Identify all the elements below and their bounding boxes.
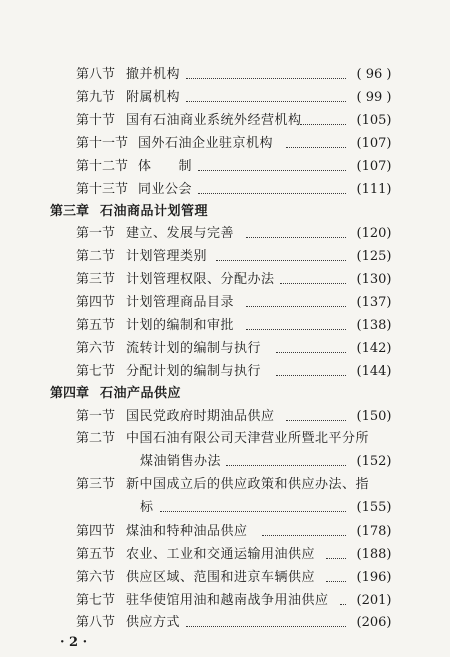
toc-section-number: 第八节 (76, 67, 116, 82)
toc-entry-title: 驻华使馆用油和越南战争用油供应 (126, 593, 329, 608)
toc-entry-title: 国有石油商业系统外经营机构 (126, 113, 302, 128)
dot-leader (276, 352, 346, 353)
dot-leader (280, 283, 346, 284)
toc-entry-title: 计划管理商品目录 (126, 295, 235, 310)
toc-entry (0, 292, 450, 314)
toc-section-number: 第一节 (76, 226, 116, 241)
toc-section-number: 第三节 (76, 477, 116, 492)
toc-page-number: (152) (356, 454, 392, 469)
toc-section-number: 第四节 (76, 295, 116, 310)
toc-entry-title: 撤并机构 (126, 67, 181, 82)
dot-leader (186, 78, 346, 79)
toc-entry-title: 建立、发展与完善 (126, 226, 235, 241)
toc-section-number: 第三节 (76, 272, 116, 287)
toc-page-number: (111) (356, 182, 392, 197)
toc-page-number: ( 99 ) (356, 90, 392, 105)
toc-section-number: 第五节 (76, 547, 116, 562)
toc-section-number: 第六节 (76, 341, 116, 356)
toc-entry (0, 315, 450, 337)
toc-entry-title: 计划的编制和审批 (126, 318, 235, 333)
toc-entry-title: 体 制 (138, 159, 193, 174)
chapter-title: 石油产品供应 (100, 386, 182, 401)
toc-entry-title: 中国石油有限公司天津营业所暨北平分所 (126, 431, 370, 446)
dot-leader (246, 306, 346, 307)
toc-entry-title: 农业、工业和交通运输用油供应 (126, 547, 316, 562)
dot-leader (300, 124, 346, 125)
chapter-number: 第四章 (50, 386, 90, 401)
toc-page-number: (144) (356, 364, 392, 379)
chapter-heading (0, 383, 450, 405)
dot-leader (198, 193, 346, 194)
dot-leader (186, 626, 346, 627)
toc-section-number: 第七节 (76, 593, 116, 608)
toc-entry-title: 计划管理权限、分配办法 (126, 272, 275, 287)
toc-entry-title: 同业公会 (138, 182, 193, 197)
toc-page-number: (105) (356, 113, 392, 128)
toc-page-number: (155) (356, 500, 392, 515)
toc-page-number: (178) (356, 524, 392, 539)
toc-entry-title: 分配计划的编制与执行 (126, 364, 262, 379)
toc-section-number: 第十二节 (76, 159, 129, 174)
toc-section-number: 第二节 (76, 431, 116, 446)
toc-section-number: 第七节 (76, 364, 116, 379)
toc-page-number: (125) (356, 249, 392, 264)
toc-entry (0, 544, 450, 566)
toc-entry (0, 110, 450, 132)
toc-entry (0, 87, 450, 109)
toc-entry-title: 煤油销售办法 (140, 454, 222, 469)
toc-page-number: (188) (356, 547, 392, 562)
toc-section-number: 第四节 (76, 524, 116, 539)
toc-entry (0, 521, 450, 543)
toc-entry (0, 474, 450, 496)
toc-page-number: (150) (356, 409, 392, 424)
toc-entry (0, 567, 450, 589)
toc-section-number: 第十节 (76, 113, 116, 128)
toc-page-number: (107) (356, 136, 392, 151)
toc-entry-title: 流转计划的编制与执行 (126, 341, 262, 356)
chapter-title: 石油商品计划管理 (100, 204, 209, 219)
page-number-footer: · 2 · (60, 635, 88, 650)
toc-entry (0, 406, 450, 428)
toc-entry (0, 269, 450, 291)
toc-section-number: 第八节 (76, 615, 116, 630)
dot-leader (286, 420, 346, 421)
toc-entry-title: 供应区域、范围和进京车辆供应 (126, 570, 316, 585)
dot-leader (216, 260, 346, 261)
chapter-number: 第三章 (50, 204, 90, 219)
dot-leader (160, 511, 346, 512)
dot-leader (186, 101, 346, 102)
toc-section-number: 第五节 (76, 318, 116, 333)
toc-entry-title: 供应方式 (126, 615, 181, 630)
toc-section-number: 第六节 (76, 570, 116, 585)
toc-page-number: (120) (356, 226, 392, 241)
dot-leader (198, 170, 346, 171)
toc-entry-title: 计划管理类别 (126, 249, 208, 264)
toc-entry-continuation (0, 497, 450, 519)
toc-section-number: 第一节 (76, 409, 116, 424)
toc-entry (0, 156, 450, 178)
dot-leader (246, 329, 346, 330)
toc-entry (0, 133, 450, 155)
toc-entry (0, 612, 450, 634)
toc-page-number: (201) (356, 593, 392, 608)
toc-entry (0, 361, 450, 383)
dot-leader (286, 147, 346, 148)
toc-entry-title: 标 (140, 500, 154, 515)
toc-entry-title: 国民党政府时期油品供应 (126, 409, 275, 424)
dot-leader (326, 558, 346, 559)
toc-section-number: 第十一节 (76, 136, 129, 151)
toc-page-number: (142) (356, 341, 392, 356)
toc-entry-title: 煤油和特种油品供应 (126, 524, 248, 539)
toc-entry (0, 179, 450, 201)
dot-leader (276, 375, 346, 376)
toc-entry-title: 新中国成立后的供应政策和供应办法、指 (126, 477, 370, 492)
dot-leader (262, 535, 346, 536)
toc-entry-title: 附属机构 (126, 90, 181, 105)
toc-page-number: (138) (356, 318, 392, 333)
toc-page-number: ( 96 ) (356, 67, 392, 82)
dot-leader (326, 581, 346, 582)
toc-page-number: (196) (356, 570, 392, 585)
toc-page-number: (107) (356, 159, 392, 174)
toc-page-number: (137) (356, 295, 392, 310)
toc-entry-title: 国外石油企业驻京机构 (138, 136, 274, 151)
toc-entry (0, 338, 450, 360)
toc-entry (0, 64, 450, 86)
toc-entry (0, 590, 450, 612)
toc-entry-continuation (0, 451, 450, 473)
toc-section-number: 第二节 (76, 249, 116, 264)
toc-page-number: (130) (356, 272, 392, 287)
toc-entry (0, 246, 450, 268)
toc-section-number: 第九节 (76, 90, 116, 105)
dot-leader (226, 465, 346, 466)
toc-entry (0, 223, 450, 245)
toc-entry (0, 428, 450, 450)
dot-leader (246, 237, 346, 238)
toc-section-number: 第十三节 (76, 182, 129, 197)
toc-page-number: (206) (356, 615, 392, 630)
chapter-heading (0, 201, 450, 223)
